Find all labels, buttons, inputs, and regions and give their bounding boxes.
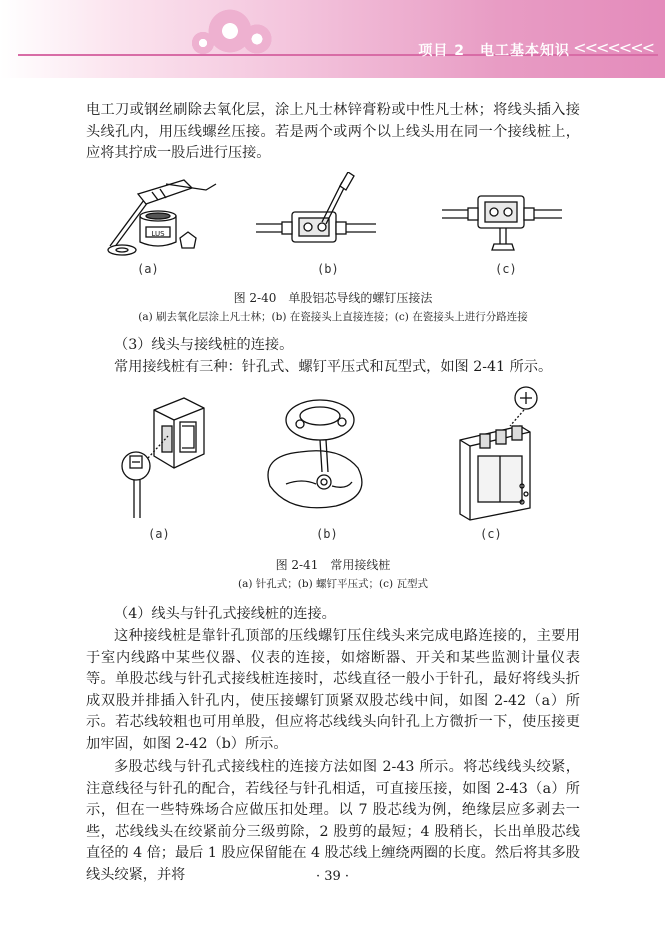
fig40-can-label: LUS [151,230,165,238]
fig40-sub-a: (a) [137,262,159,276]
section-title: 项目 2 电工基本知识 [418,43,570,59]
body-paragraph: 电工刀或钢丝刷除去氧化层，涂上凡士林锌膏粉或中性凡士林；将线头插入接头线孔内，用压线螺丝压接。若是两个或两个以上线头用在同一个接线桩上，应将其拧成一股后进行压接。 [86,102,580,162]
fig41-sub-a: (a) [148,527,170,541]
subsection-heading: （4）线头与针孔式接线桩的连接。 [114,606,336,622]
figure-2-40 [96,172,566,264]
fig40-b-straight-connection [256,172,376,242]
fig41-sub-b: (b) [316,527,338,541]
fig40-sub-b: (b) [317,262,339,276]
page-header [0,0,665,78]
fig41-c-tile-terminal [460,387,537,520]
figure-caption: 图 2-41 常用接线桩 [275,558,391,572]
fig41-a-pinhole-terminal [122,398,204,518]
fig40-sub-c: (c) [495,262,517,276]
body-paragraph: 这种接线桩是靠针孔顶部的压线螺钉压住线头来完成电路连接的，主要用于室内线路中某些仪器、仪表的连接，如熔断器、开关和某些监测计量仪表等。单股芯线与针孔式接线桩连接时，芯线直径一般小于针孔，最好将线头折成双股并排插入针孔内，使压接螺钉顶紧双股芯线中间，如图 2-42（a）所示。若芯线较粗也可用单股，但应将芯线线头向针孔上方微折一下，使压接更加牢固，如图 2-42（b）所示。 [86,628,580,752]
fig41-b-screw-flat-terminal [268,400,362,508]
figure-caption-note: (a) 针孔式；(b) 螺钉平压式；(c) 瓦型式 [238,578,428,590]
gear-decoration-icon [240,22,274,56]
fig40-a-brush-and-jar [108,180,216,255]
figure-2-41 [110,386,570,524]
chevrons-decoration: <<<<<<< [573,38,653,57]
gear-decoration-icon [190,30,216,56]
body-paragraph: 多股芯线与针孔式接线柱的连接方法如图 2-43 所示。将芯线线头绞紧，注意线径与针孔的配合，若线径与针孔相适，可直接压接，如图 2-43（a）所示，但在一些特殊场合应做压扣处理。以 7 股芯线为例，绝缘层应多剥去一些，芯线线头在绞紧前分三级剪除，2 股剪的最短；4 股稍长，长出单股芯线直径的 4 倍；最后 1 股应保留能在 4 股芯线上缠绕两圈的长度。然后将其多股线头绞紧，并将 [86,759,580,883]
figure-caption: 图 2-40 单股铝芯导线的螺钉压接法 [233,291,433,305]
fig41-sub-c: (c) [480,527,502,541]
body-paragraph: 常用接线桩有三种：针孔式、螺钉平压式和瓦型式，如图 2-41 所示。 [114,359,553,375]
fig40-c-branch-connection [442,196,562,250]
subsection-heading: （3）线头与接线桩的连接。 [114,337,294,353]
figure-caption-note: (a) 刷去氧化层涂上凡士林；(b) 在瓷接头上直接连接；(c) 在瓷接头上进行分路连接 [138,311,528,323]
page-number: · 39 · [315,869,350,884]
